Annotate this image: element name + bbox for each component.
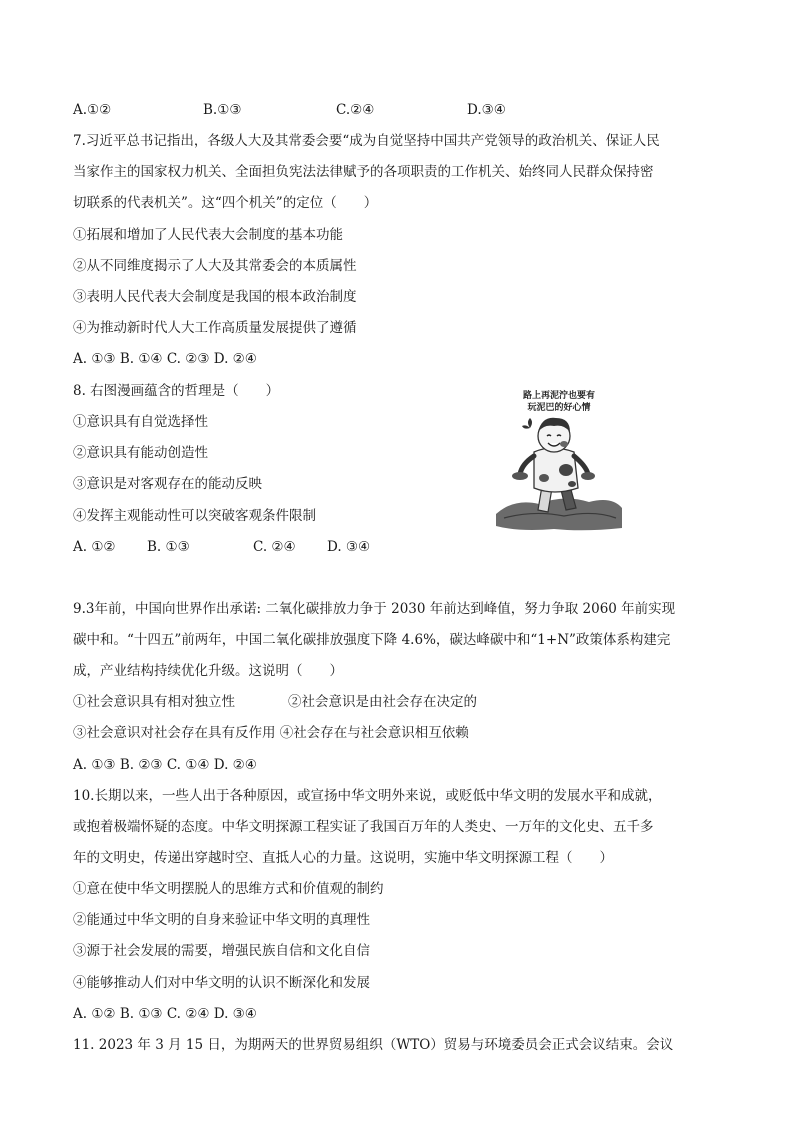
q7-item-1: ①拓展和增加了人民代表大会制度的基本功能 xyxy=(73,227,343,243)
q8-stem: 8. 右图漫画蕴含的哲理是（ ） xyxy=(73,383,280,399)
q6-options xyxy=(73,100,713,120)
q8-option-d: D. ③④ xyxy=(327,539,371,555)
q6-option-c: C.②④ xyxy=(336,102,375,118)
q8-option-c: C. ②④ xyxy=(253,539,296,555)
q10-item-1: ①意在使中华文明摆脱人的思维方式和价值观的制约 xyxy=(73,881,384,897)
q8-item-1: ①意识具有自觉选择性 xyxy=(73,414,208,430)
q6-option-d: D.③④ xyxy=(467,102,506,118)
q7-stem-line: 切联系的代表机关”。这“四个机关”的定位（ ） xyxy=(73,195,378,211)
q10-item-2: ②能通过中华文明的自身来验证中华文明的真理性 xyxy=(73,912,370,928)
q10-item-3: ③源于社会发展的需要，增强民族自信和文化自信 xyxy=(73,943,370,959)
q9-stem-line: 成，产业结构持续优化升级。这说明（ ） xyxy=(73,663,343,679)
comic-caption-line: 路上再泥泞也要有 xyxy=(522,391,595,401)
q8-item-2: ②意识具有能动创造性 xyxy=(73,445,208,461)
q9-answers: A. ①③ B. ②③ C. ①④ D. ②④ xyxy=(73,757,257,773)
q10-stem-line: 年的文明史，传递出穿越时空、直抵人心的力量。这说明，实施中华文明探源工程（ ） xyxy=(73,850,613,866)
q6-option-b: B.①③ xyxy=(203,102,242,118)
q7-answers: A. ①③ B. ①④ C. ②③ D. ②④ xyxy=(73,351,257,367)
q7-stem-line: 当家作主的国家权力机关、全面担负宪法法律赋予的各项职责的工作机关、始终同人民群众保持密 xyxy=(73,164,654,180)
q10-stem-line: 或抱着极端怀疑的态度。中华文明探源工程实证了我国百万年的人类史、一万年的文化史、五千多 xyxy=(73,819,654,835)
q7-stem-line: 7.习近平总书记指出，各级人大及其常委会要“成为自觉坚持中国共产党领导的政治机关、保证人民 xyxy=(73,133,660,149)
q8-option-b: B. ①③ xyxy=(147,539,190,555)
q9-items-row xyxy=(73,692,713,712)
q9-items-row-2: ③社会意识对社会存在具有反作用 ④社会存在与社会意识相互依赖 xyxy=(73,725,469,741)
q7-item-3: ③表明人民代表大会制度是我国的根本政治制度 xyxy=(73,289,357,305)
muddy-boy-drawing xyxy=(494,386,624,532)
q9-stem-line: 9.3年前，中国向世界作出承诺: 二氧化碳排放力争于 2030 年前达到峰值，努力争取 2060 年前实现 xyxy=(73,601,676,617)
q10-answers: A. ①② B. ①③ C. ②④ D. ③④ xyxy=(73,1006,257,1022)
q8-item-4: ④发挥主观能动性可以突破客观条件限制 xyxy=(73,508,316,524)
q9-stem-line: 碳中和。“十四五”前两年，中国二氧化碳排放强度下降 4.6%，碳达峰碳中和“1+N”政策体系构建完 xyxy=(73,632,671,648)
q8-option-a: A. ①② xyxy=(73,539,116,555)
q7-item-2: ②从不同维度揭示了人大及其常委会的本质属性 xyxy=(73,258,357,274)
q7-item-4: ④为推动新时代人大工作高质量发展提供了遵循 xyxy=(73,320,357,336)
comic-illustration xyxy=(494,386,624,532)
comic-caption-line: 玩泥巴的好心情 xyxy=(527,403,591,413)
q9-item-1: ①社会意识具有相对独立性 xyxy=(73,694,235,710)
q10-item-4: ④能够推动人们对中华文明的认识不断深化和发展 xyxy=(73,975,370,991)
q6-option-a: A.①② xyxy=(73,102,112,118)
q8-options xyxy=(73,537,713,557)
q9-item-2: ②社会意识是由社会存在决定的 xyxy=(288,694,477,710)
q8-item-3: ③意识是对客观存在的能动反映 xyxy=(73,476,262,492)
q11-stem-line: 11. 2023 年 3 月 15 日，为期两天的世界贸易组织（WTO）贸易与环境委员会正式会议结束。会议 xyxy=(73,1037,674,1053)
q10-stem-line: 10.长期以来，一些人出于各种原因，或宣扬中华文明外来说，或贬低中华文明的发展水平和成就， xyxy=(73,788,662,804)
